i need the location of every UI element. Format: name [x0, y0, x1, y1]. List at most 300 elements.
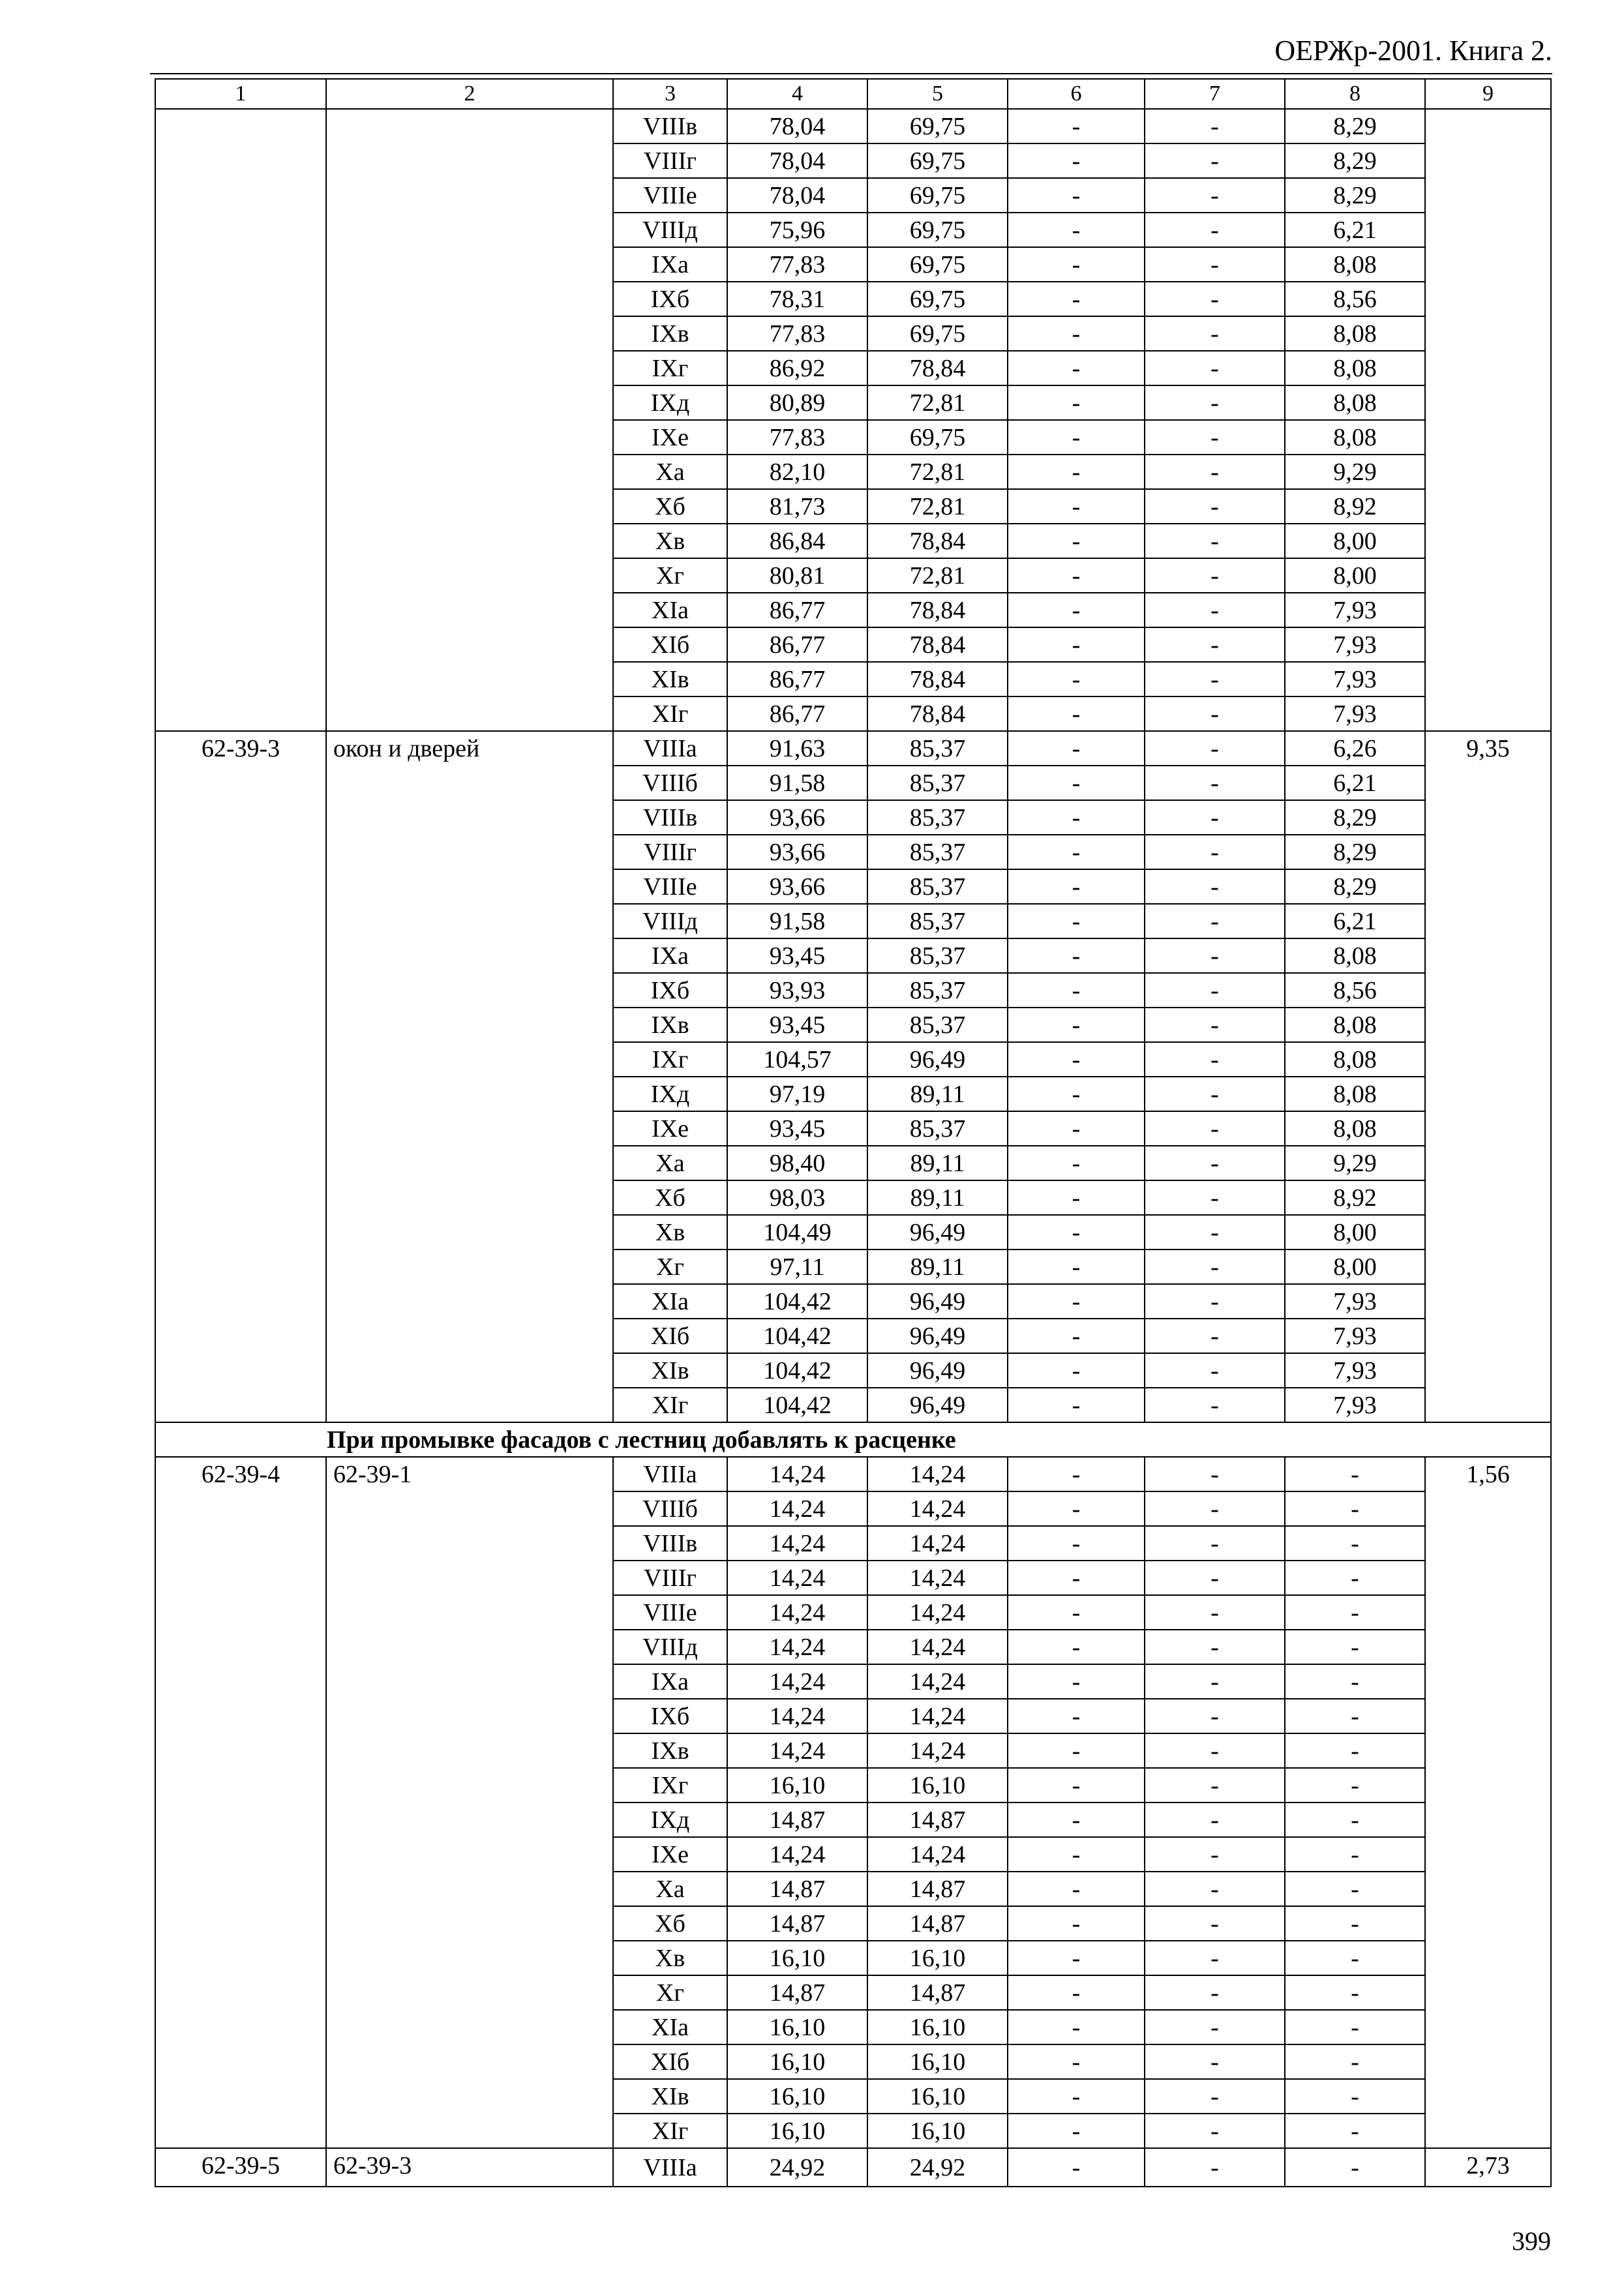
table-cell: - [1145, 938, 1285, 973]
table-cell: - [1145, 731, 1285, 766]
table-cell: - [1145, 109, 1285, 143]
table-cell: - [1285, 1526, 1425, 1561]
table-cell: 16,10 [867, 2044, 1008, 2079]
table-cell: 14,24 [867, 1561, 1008, 1595]
table-cell: 16,10 [727, 1941, 867, 1975]
table-cell: - [1145, 1111, 1285, 1146]
table-cell: - [1008, 455, 1145, 489]
table-cell: 8,08 [1285, 420, 1425, 455]
rates-table [155, 78, 1552, 2187]
table-cell: 16,10 [727, 2010, 867, 2044]
table-cell: VIIIв [613, 109, 727, 143]
table-cell: VIIIa [613, 731, 727, 766]
table-cell: 14,24 [867, 1837, 1008, 1872]
table-cell: - [1285, 2010, 1425, 2044]
table-cell: - [1008, 489, 1145, 524]
table-cell: 85,37 [867, 904, 1008, 938]
table-cell: VIIIв [613, 1526, 727, 1561]
table-cell: IXе [613, 1837, 727, 1872]
table-cell: VIIIд [613, 904, 727, 938]
table-cell: IXa [613, 1664, 727, 1699]
table-cell: 89,11 [867, 1077, 1008, 1111]
table-cell: IXa [613, 938, 727, 973]
table-cell: Xa [613, 1872, 727, 1906]
table-cell: - [1285, 1699, 1425, 1733]
table-cell: 86,77 [727, 662, 867, 696]
table-cell: 91,58 [727, 766, 867, 800]
table-cell: VIIIб [613, 1491, 727, 1526]
table-cell: XIг [613, 2114, 727, 2148]
table-cell: - [1008, 1975, 1145, 2010]
table-row [155, 1457, 1551, 1491]
header-rule [150, 73, 1552, 74]
table-cell: - [1285, 1837, 1425, 1872]
table-cell: Xг [613, 1975, 727, 2010]
column-header: 4 [727, 79, 867, 109]
rate-value: 2,73 [1425, 2148, 1551, 2187]
table-cell: - [1008, 1249, 1145, 1284]
table-cell: 9,29 [1285, 455, 1425, 489]
table-cell: - [1285, 1803, 1425, 1837]
table-cell: 16,10 [867, 2114, 1008, 2148]
table-cell: 14,24 [727, 1630, 867, 1664]
table-cell: - [1145, 1837, 1285, 1872]
table-cell: XIв [613, 662, 727, 696]
table-row [155, 109, 1551, 143]
table-cell: 14,24 [727, 1526, 867, 1561]
table-cell: 82,10 [727, 455, 867, 489]
table-cell: - [1145, 1215, 1285, 1249]
table-cell: Xв [613, 1941, 727, 1975]
table-cell: 93,66 [727, 835, 867, 869]
table-cell: - [1145, 282, 1285, 316]
table-cell: 16,10 [867, 2010, 1008, 2044]
table-cell: - [1145, 904, 1285, 938]
table-cell: Xг [613, 558, 727, 593]
rate-code: 62-39-5 [155, 2148, 326, 2187]
table-cell: - [1145, 1872, 1285, 1906]
table-cell: - [1008, 1872, 1145, 1906]
table-cell: - [1285, 1975, 1425, 2010]
table-cell: IXе [613, 1111, 727, 1146]
table-cell: - [1285, 1561, 1425, 1595]
table-cell: 8,08 [1285, 316, 1425, 351]
table-cell: 8,92 [1285, 1180, 1425, 1215]
table-cell: 78,04 [727, 178, 867, 213]
table-cell: - [1145, 696, 1285, 731]
table-cell: 14,24 [867, 1699, 1008, 1733]
table-cell: - [1008, 385, 1145, 420]
table-cell: 14,87 [727, 1803, 867, 1837]
table-cell: 104,42 [727, 1284, 867, 1319]
table-cell: - [1008, 1077, 1145, 1111]
table-cell: 14,24 [727, 1837, 867, 1872]
table-cell: - [1145, 2010, 1285, 2044]
table-cell: IXб [613, 282, 727, 316]
table-cell: XIб [613, 1319, 727, 1353]
table-cell: 91,63 [727, 731, 867, 766]
table-cell: 8,08 [1285, 1008, 1425, 1042]
table-cell: - [1285, 1630, 1425, 1664]
table-cell: 96,49 [867, 1319, 1008, 1353]
table-cell: 78,84 [867, 593, 1008, 627]
table-cell: XIг [613, 1388, 727, 1422]
table-cell: - [1008, 1526, 1145, 1561]
table-cell: - [1145, 1008, 1285, 1042]
table-cell: 89,11 [867, 1146, 1008, 1180]
table-cell: - [1008, 1319, 1145, 1353]
table-cell: - [1145, 766, 1285, 800]
table-cell: VIIIв [613, 800, 727, 835]
table-cell: 104,42 [727, 1388, 867, 1422]
table-cell: XIг [613, 696, 727, 731]
table-cell: - [1145, 455, 1285, 489]
rate-code: 62-39-4 [155, 1457, 326, 2148]
column-header: 2 [326, 79, 613, 109]
table-cell: 72,81 [867, 455, 1008, 489]
table-cell: 85,37 [867, 835, 1008, 869]
table-cell: VIIIa [613, 2148, 727, 2187]
table-cell: - [1145, 1353, 1285, 1388]
table-cell: 78,31 [727, 282, 867, 316]
table-cell: - [1008, 420, 1145, 455]
table-cell: VIIIе [613, 1595, 727, 1630]
table-row [155, 731, 1551, 766]
table-cell: - [1008, 351, 1145, 385]
table-cell: - [1145, 351, 1285, 385]
table-cell: - [1008, 593, 1145, 627]
table-cell: 7,93 [1285, 1388, 1425, 1422]
table-cell: - [1145, 1284, 1285, 1319]
table-cell: - [1008, 316, 1145, 351]
table-cell: 89,11 [867, 1180, 1008, 1215]
table-cell: - [1145, 420, 1285, 455]
table-cell: IXд [613, 1077, 727, 1111]
table-cell: - [1285, 1457, 1425, 1491]
table-cell: 6,21 [1285, 904, 1425, 938]
table-cell: - [1008, 2044, 1145, 2079]
table-cell: - [1285, 2148, 1425, 2187]
table-cell: 98,40 [727, 1146, 867, 1180]
table-cell: 69,75 [867, 247, 1008, 282]
table-cell: - [1008, 1457, 1145, 1491]
table-cell: - [1008, 662, 1145, 696]
table-cell: 8,08 [1285, 247, 1425, 282]
table-cell: 8,08 [1285, 1077, 1425, 1111]
table-cell: 7,93 [1285, 1284, 1425, 1319]
table-cell: 78,84 [867, 662, 1008, 696]
table-cell: 98,03 [727, 1180, 867, 1215]
table-cell: 6,26 [1285, 731, 1425, 766]
table-cell: - [1145, 1249, 1285, 1284]
rate-code: 62-39-3 [155, 731, 326, 1422]
table-cell: - [1145, 143, 1285, 178]
table-cell: 85,37 [867, 869, 1008, 904]
table-cell: - [1145, 1630, 1285, 1664]
table-cell: 69,75 [867, 109, 1008, 143]
table-cell: - [1145, 2148, 1285, 2187]
table-cell: VIIIе [613, 869, 727, 904]
table-cell: 96,49 [867, 1353, 1008, 1388]
table-cell: 8,08 [1285, 351, 1425, 385]
table-cell: 8,29 [1285, 869, 1425, 904]
table-cell: - [1008, 2079, 1145, 2114]
table-cell: 81,73 [727, 489, 867, 524]
table-cell: - [1008, 109, 1145, 143]
table-cell: - [1008, 2010, 1145, 2044]
table-cell: 93,93 [727, 973, 867, 1008]
table-cell: VIIIг [613, 1561, 727, 1595]
table-cell: 16,10 [727, 2079, 867, 2114]
table-cell: IXг [613, 1042, 727, 1077]
table-cell: 14,24 [727, 1491, 867, 1526]
table-cell: - [1008, 524, 1145, 558]
table-cell: - [1008, 1664, 1145, 1699]
column-header: 3 [613, 79, 727, 109]
column-header: 1 [155, 79, 326, 109]
table-cell: - [1008, 1146, 1145, 1180]
table-cell: 85,37 [867, 973, 1008, 1008]
table-cell: - [1285, 1872, 1425, 1906]
table-cell: - [1008, 973, 1145, 1008]
table-cell: 6,21 [1285, 766, 1425, 800]
rate-value: 9,35 [1425, 731, 1551, 1422]
table-cell: 8,29 [1285, 835, 1425, 869]
column-header: 7 [1145, 79, 1285, 109]
table-cell: - [1008, 282, 1145, 316]
table-cell: 93,45 [727, 1008, 867, 1042]
table-cell: - [1145, 1906, 1285, 1941]
table-cell: - [1145, 1319, 1285, 1353]
table-cell: - [1285, 1941, 1425, 1975]
table-cell: 24,92 [727, 2148, 867, 2187]
table-cell: 7,93 [1285, 1353, 1425, 1388]
table-cell: - [1145, 1768, 1285, 1803]
table-cell: 8,29 [1285, 109, 1425, 143]
rate-name [326, 109, 613, 731]
table-cell: - [1145, 213, 1285, 247]
table-cell: 96,49 [867, 1284, 1008, 1319]
rate-value: 1,56 [1425, 1457, 1551, 2148]
table-cell: 7,93 [1285, 627, 1425, 662]
table-cell: IXв [613, 316, 727, 351]
table-cell: - [1145, 178, 1285, 213]
table-cell: 8,00 [1285, 558, 1425, 593]
table-cell: 16,10 [727, 2114, 867, 2148]
table-cell: 14,24 [867, 1595, 1008, 1630]
table-cell: - [1008, 1733, 1145, 1768]
table-cell: 85,37 [867, 800, 1008, 835]
table-body [155, 79, 1551, 2187]
table-cell: - [1145, 1561, 1285, 1595]
table-cell: - [1145, 869, 1285, 904]
table-cell: - [1285, 1491, 1425, 1526]
page-number: 399 [1512, 2226, 1551, 2256]
table-cell: 14,24 [727, 1699, 867, 1733]
table-cell: 8,08 [1285, 385, 1425, 420]
table-cell: 72,81 [867, 558, 1008, 593]
table-cell: 77,83 [727, 316, 867, 351]
table-cell: IXв [613, 1008, 727, 1042]
table-cell: 14,87 [867, 1906, 1008, 1941]
table-cell: - [1008, 766, 1145, 800]
table-cell: 104,42 [727, 1353, 867, 1388]
table-cell: - [1285, 2114, 1425, 2148]
column-header: 5 [867, 79, 1008, 109]
column-header: 9 [1425, 79, 1551, 109]
rate-code [155, 109, 326, 731]
table-cell: - [1145, 524, 1285, 558]
table-cell: 85,37 [867, 1008, 1008, 1042]
rate-name: 62-39-3 [326, 2148, 613, 2187]
table-cell: 7,93 [1285, 662, 1425, 696]
table-cell: Xб [613, 489, 727, 524]
table-cell: - [1145, 2079, 1285, 2114]
table-cell: - [1145, 1077, 1285, 1111]
table-cell: 8,00 [1285, 1249, 1425, 1284]
table-cell: 85,37 [867, 731, 1008, 766]
table-cell: 69,75 [867, 420, 1008, 455]
table-cell: Xв [613, 1215, 727, 1249]
table-cell: VIIIг [613, 143, 727, 178]
table-cell: - [1008, 1699, 1145, 1733]
table-cell: - [1008, 1491, 1145, 1526]
table-cell: 16,10 [727, 1768, 867, 1803]
table-cell: 8,08 [1285, 1111, 1425, 1146]
table-cell: VIIIд [613, 1630, 727, 1664]
table-cell: 80,81 [727, 558, 867, 593]
section-note: При промывке фасадов с лестниц добавлять к расценке [155, 1422, 1551, 1457]
table-cell: - [1145, 489, 1285, 524]
table-cell: 14,24 [727, 1561, 867, 1595]
table-cell: - [1145, 1803, 1285, 1837]
table-cell: 78,04 [727, 143, 867, 178]
table-cell: 96,49 [867, 1042, 1008, 1077]
table-cell: 7,93 [1285, 696, 1425, 731]
table-cell: Xб [613, 1906, 727, 1941]
table-cell: 86,77 [727, 696, 867, 731]
table-cell: 85,37 [867, 766, 1008, 800]
table-cell: - [1145, 593, 1285, 627]
table-cell: 14,87 [727, 1906, 867, 1941]
table-cell: - [1285, 1733, 1425, 1768]
table-cell: 96,49 [867, 1388, 1008, 1422]
table-cell: 93,66 [727, 800, 867, 835]
table-cell: 8,00 [1285, 1215, 1425, 1249]
table-cell: Xa [613, 455, 727, 489]
table-cell: IXд [613, 385, 727, 420]
table-cell: - [1008, 558, 1145, 593]
table-cell: - [1008, 731, 1145, 766]
table-cell: XIв [613, 1353, 727, 1388]
section-note-row [155, 1422, 1551, 1457]
table-cell: - [1145, 1491, 1285, 1526]
table-cell: - [1145, 662, 1285, 696]
rate-name: 62-39-1 [326, 1457, 613, 2148]
table-cell: - [1008, 1803, 1145, 1837]
table-cell: 16,10 [867, 1768, 1008, 1803]
column-header: 8 [1285, 79, 1425, 109]
table-cell: 75,96 [727, 213, 867, 247]
table-cell: - [1145, 1664, 1285, 1699]
table-cell: 14,24 [867, 1526, 1008, 1561]
table-cell: 96,49 [867, 1215, 1008, 1249]
table-cell: - [1145, 627, 1285, 662]
table-cell: 9,29 [1285, 1146, 1425, 1180]
running-header: ОЕРЖр-2001. Книга 2. [1274, 35, 1552, 67]
table-cell: XIб [613, 627, 727, 662]
table-cell: 14,24 [867, 1457, 1008, 1491]
table-cell: - [1008, 627, 1145, 662]
table-cell: 89,11 [867, 1249, 1008, 1284]
table-cell: 86,84 [727, 524, 867, 558]
table-cell: 16,10 [727, 2044, 867, 2079]
rate-name: окон и дверей [326, 731, 613, 1422]
table-cell: 93,45 [727, 1111, 867, 1146]
table-cell: VIIIг [613, 835, 727, 869]
table-cell: 78,84 [867, 524, 1008, 558]
table-cell: 78,84 [867, 627, 1008, 662]
table-cell: 14,87 [867, 1975, 1008, 2010]
table-cell: - [1008, 213, 1145, 247]
table-cell: 85,37 [867, 938, 1008, 973]
table-cell: - [1008, 1630, 1145, 1664]
table-cell: XIa [613, 2010, 727, 2044]
table-cell: - [1008, 1561, 1145, 1595]
table-cell: - [1008, 869, 1145, 904]
table-cell: - [1145, 1457, 1285, 1491]
table-cell: 14,24 [867, 1664, 1008, 1699]
table-cell: XIв [613, 2079, 727, 2114]
table-cell: Xв [613, 524, 727, 558]
table-cell: XIa [613, 1284, 727, 1319]
table-row [155, 2148, 1551, 2187]
table-cell: - [1008, 1042, 1145, 1077]
table-cell: - [1008, 1284, 1145, 1319]
table-cell: 14,24 [727, 1733, 867, 1768]
table-cell: IXг [613, 1768, 727, 1803]
table-cell: 8,29 [1285, 800, 1425, 835]
table-cell: 8,92 [1285, 489, 1425, 524]
table-cell: - [1008, 938, 1145, 973]
table-cell: 8,56 [1285, 282, 1425, 316]
table-cell: - [1145, 1042, 1285, 1077]
table-cell: 93,66 [727, 869, 867, 904]
column-header: 6 [1008, 79, 1145, 109]
table-cell: - [1008, 1353, 1145, 1388]
table-cell: 7,93 [1285, 1319, 1425, 1353]
column-header-row [155, 79, 1551, 109]
table-cell: - [1145, 316, 1285, 351]
table-cell: - [1145, 385, 1285, 420]
table-cell: - [1145, 800, 1285, 835]
table-cell: 6,21 [1285, 213, 1425, 247]
table-cell: 72,81 [867, 385, 1008, 420]
table-cell: - [1008, 1906, 1145, 1941]
table-cell: 69,75 [867, 282, 1008, 316]
table-cell: 14,24 [867, 1733, 1008, 1768]
table-cell: - [1008, 800, 1145, 835]
table-cell: - [1008, 1388, 1145, 1422]
table-cell: - [1145, 1975, 1285, 2010]
table-cell: 14,24 [867, 1630, 1008, 1664]
table-cell: Xб [613, 1180, 727, 1215]
table-cell: 8,08 [1285, 1042, 1425, 1077]
table-cell: VIIIд [613, 213, 727, 247]
table-cell: - [1008, 143, 1145, 178]
table-cell: - [1008, 696, 1145, 731]
table-cell: 14,24 [727, 1664, 867, 1699]
